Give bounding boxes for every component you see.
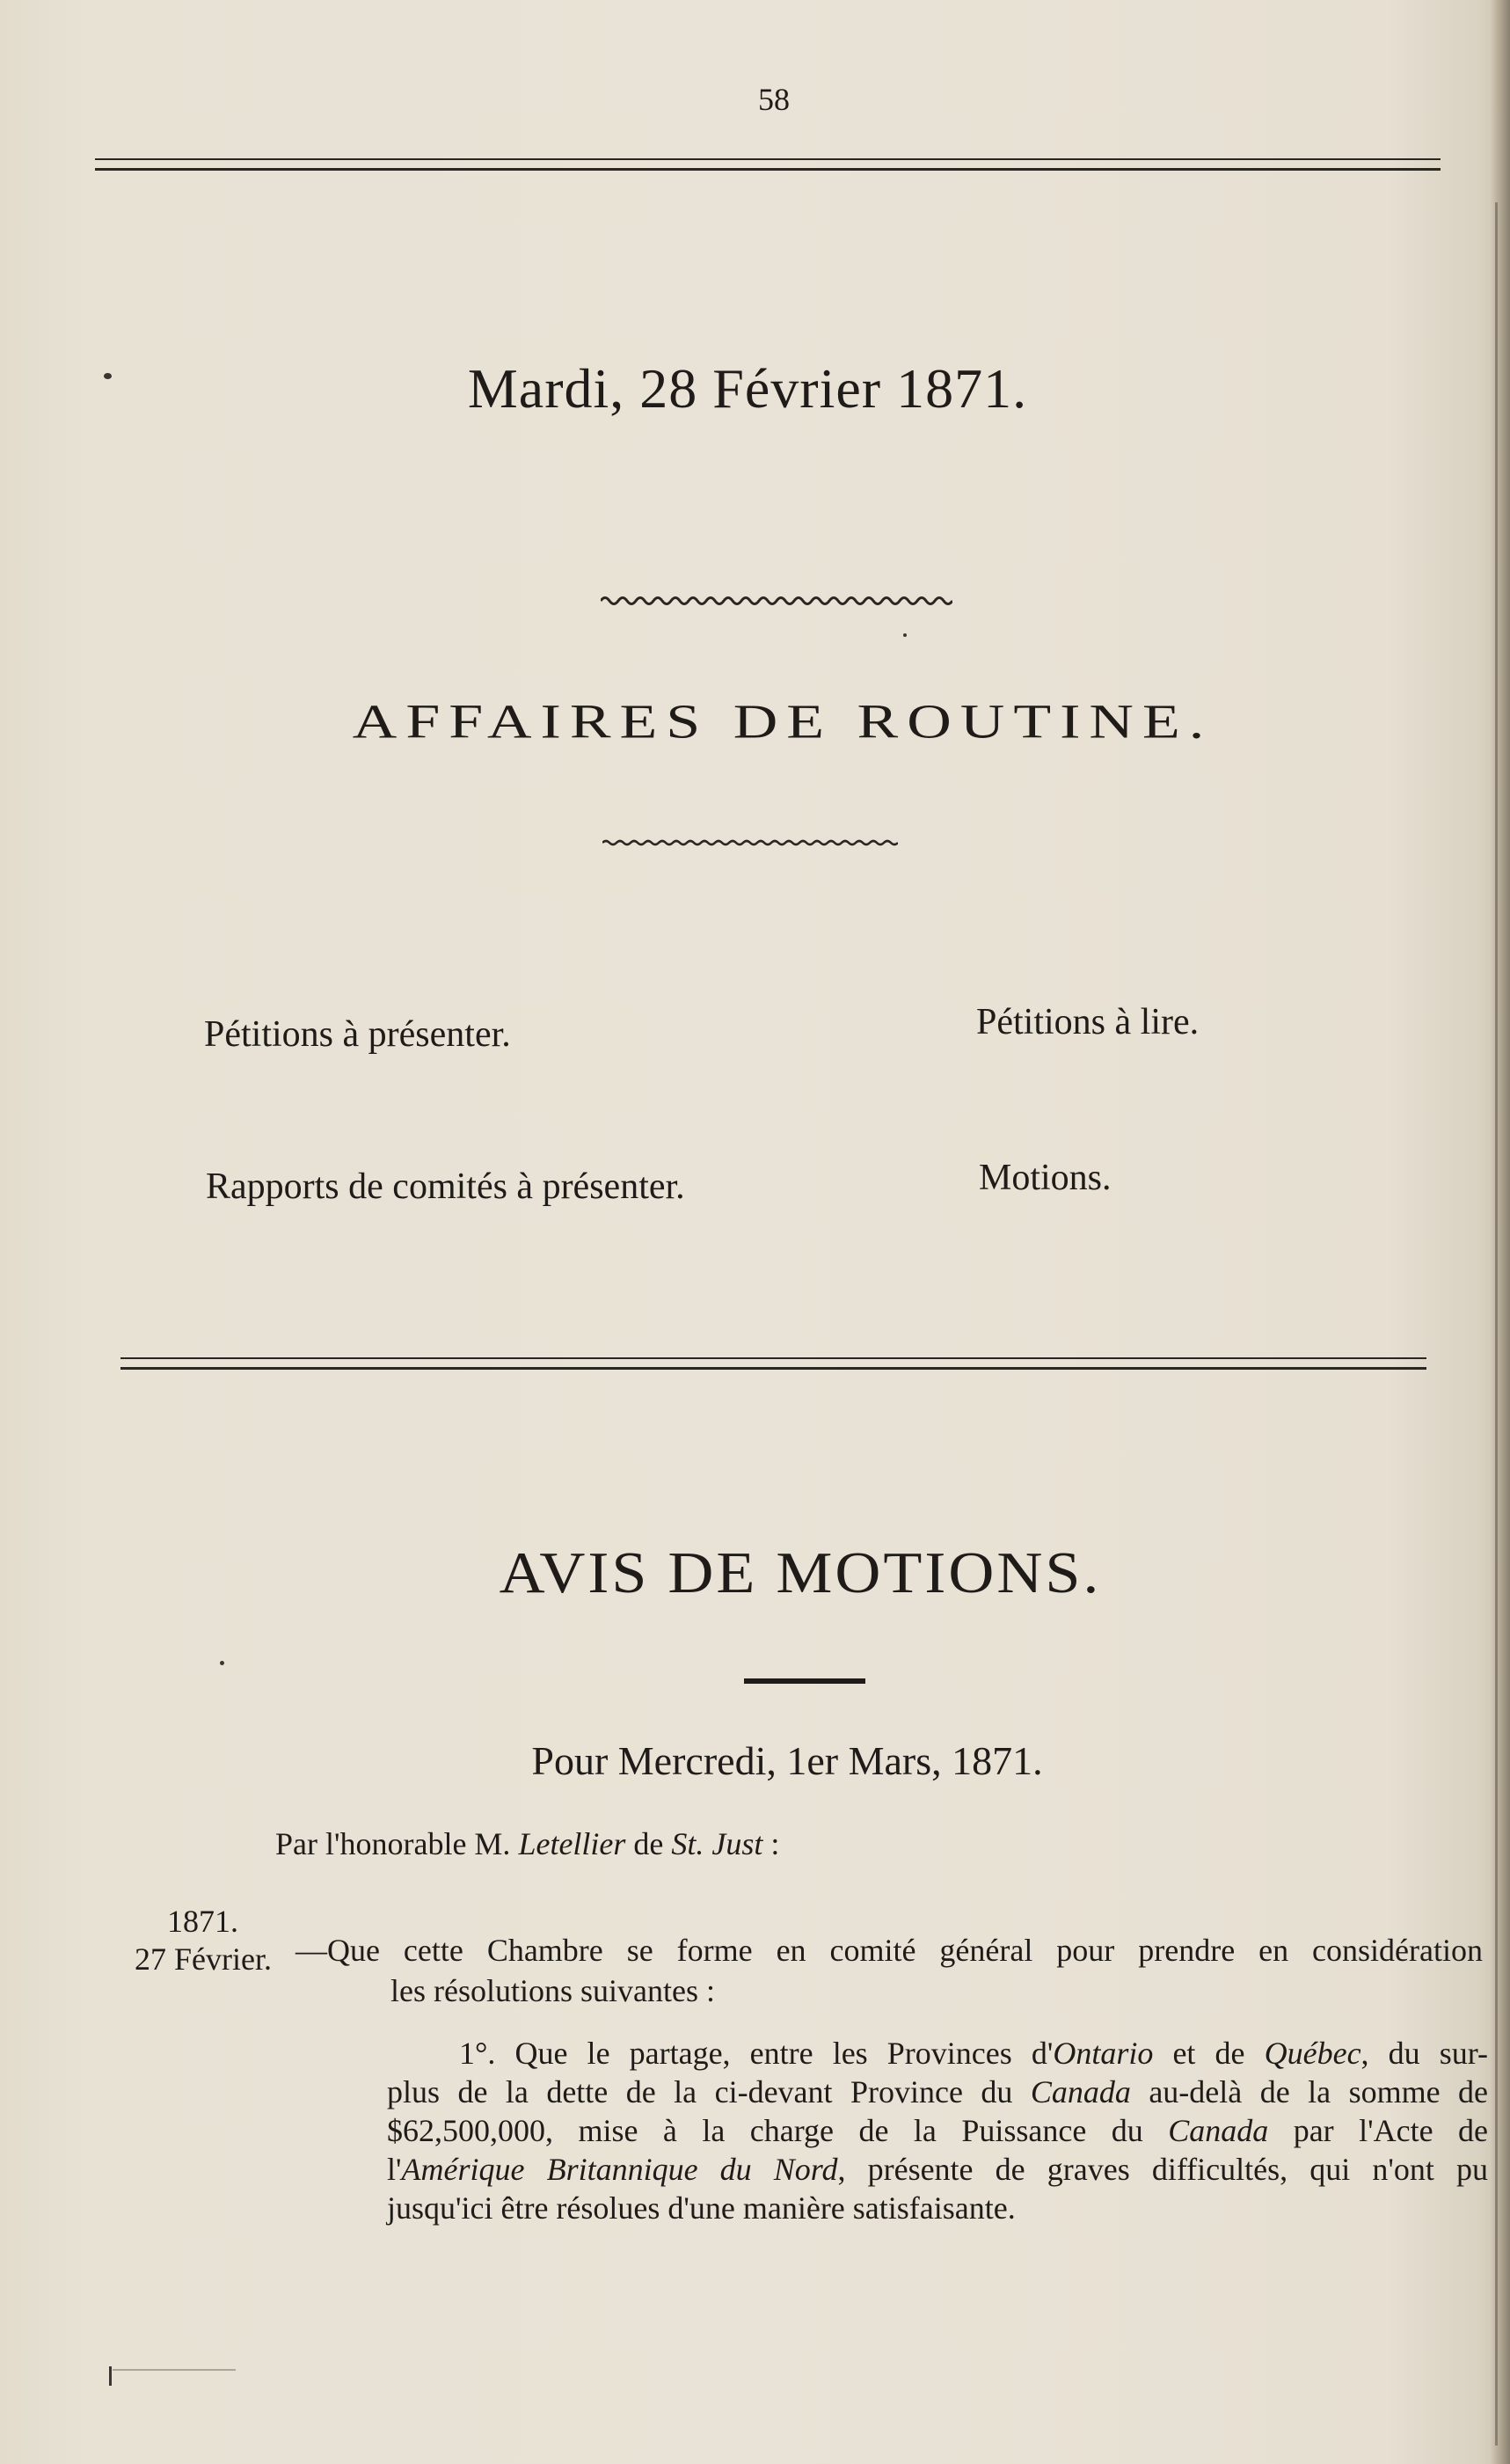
mover-line bbox=[275, 1825, 779, 1862]
wavy-divider-bottom bbox=[602, 838, 898, 847]
routine-heading: AFFAIRES DE ROUTINE. bbox=[352, 695, 1214, 749]
ink-speck bbox=[220, 1661, 224, 1665]
page-number: 58 bbox=[758, 82, 790, 117]
resolution-line-4: l'Amérique Britannique du Nord, présente de graves difficultés, qui n'ont pu bbox=[387, 2152, 1488, 2187]
middle-double-rule bbox=[120, 1357, 1426, 1359]
routine-item-petitions-read: Pétitions à lire. bbox=[976, 1002, 1200, 1042]
motion-text-line-1: —Que cette Chambre se forme en comité général pour prendre en considération bbox=[295, 1933, 1483, 1968]
routine-item-motions: Motions. bbox=[979, 1158, 1112, 1198]
resolution-line-3: $62,500,000, mise à la charge de la Puissance du Canada par l'Acte de bbox=[387, 2113, 1488, 2148]
margin-year: 1871. bbox=[167, 1904, 238, 1939]
ink-speck bbox=[104, 373, 112, 379]
motion-text-line-2: les résolutions suivantes : bbox=[390, 1973, 715, 2008]
mover-suffix: : bbox=[762, 1826, 780, 1861]
mover-place: St. Just bbox=[671, 1826, 763, 1861]
routine-item-committee-reports: Rapports de comités à présenter. bbox=[206, 1166, 685, 1207]
resolution-line-5: jusqu'ici être résolues d'une manière satisfaisante. bbox=[387, 2190, 1016, 2226]
date-heading: Mardi, 28 Février 1871. bbox=[467, 357, 1028, 420]
margin-date: 27 Février. bbox=[135, 1941, 272, 1977]
top-double-rule bbox=[95, 158, 1441, 160]
notices-heading: AVIS DE MOTIONS. bbox=[499, 1539, 1102, 1605]
resolution-line-1: 1°. Que le partage, entre les Provinces d'Ontario et de Québec, du sur- bbox=[459, 2036, 1488, 2071]
wavy-divider-top bbox=[601, 595, 952, 607]
resolution-line-2: plus de la dette de la ci-devant Province du Canada au-delà de la somme de bbox=[387, 2074, 1488, 2109]
ink-mark bbox=[113, 2369, 236, 2371]
short-thick-rule bbox=[744, 1678, 865, 1684]
ink-mark bbox=[109, 2366, 112, 2386]
mover-name: Letellier bbox=[518, 1826, 626, 1861]
mover-prefix: Par l'honorable M. bbox=[275, 1826, 519, 1861]
notices-day-subheading: Pour Mercredi, 1er Mars, 1871. bbox=[531, 1738, 1043, 1783]
ink-speck bbox=[903, 633, 907, 637]
routine-item-petitions-present: Pétitions à présenter. bbox=[204, 1014, 511, 1055]
mover-de: de bbox=[625, 1826, 672, 1861]
binding-edge-line bbox=[1495, 202, 1498, 2446]
